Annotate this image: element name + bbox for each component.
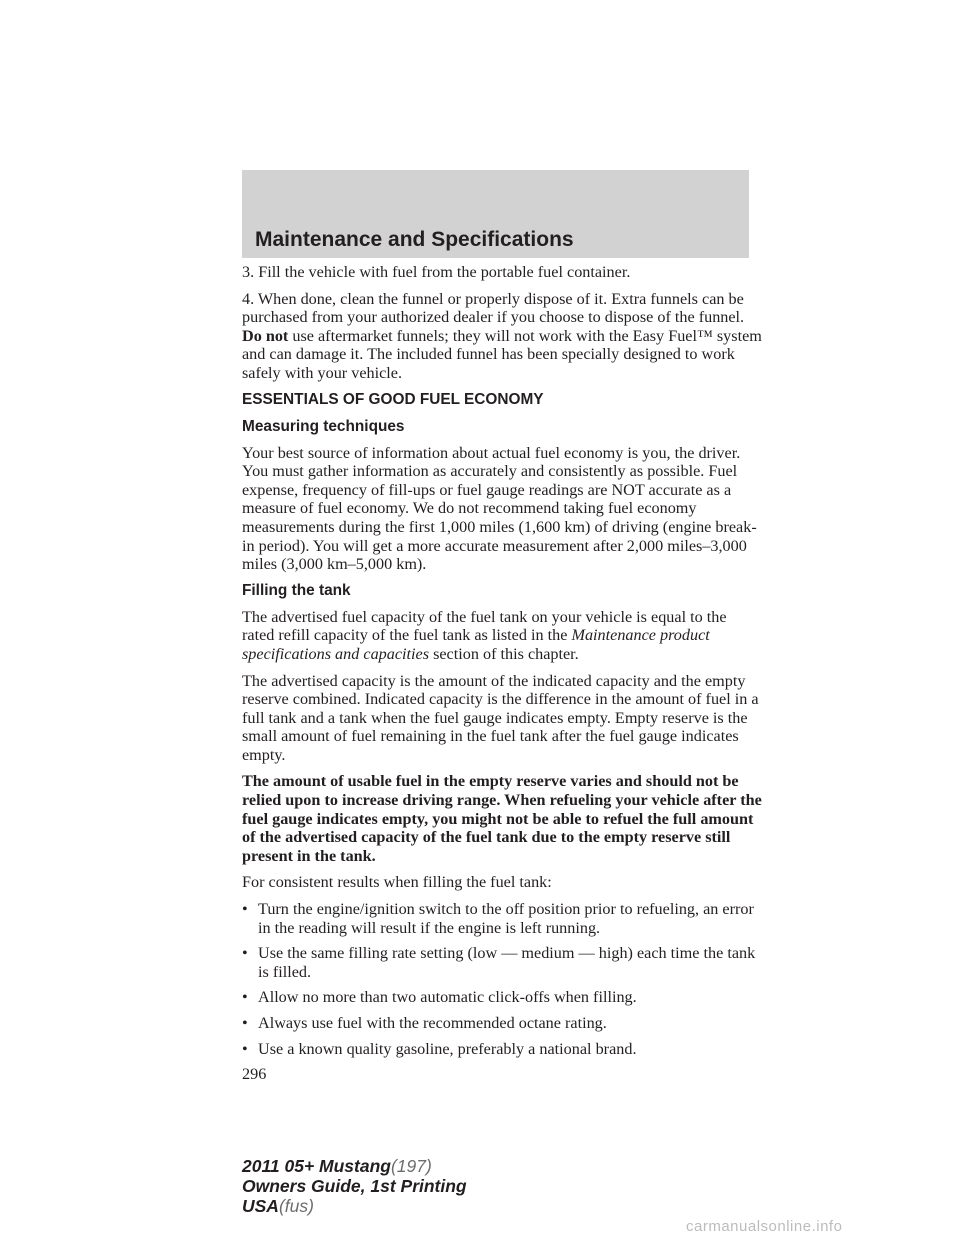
bullet-icon: • xyxy=(242,944,248,963)
step-4-paragraph xyxy=(242,290,762,383)
measuring-paragraph: Your best source of information about actual fuel economy is you, the driver. You must gather information as accurately and consistently as possible. Fuel expense, frequency of fill-ups or fuel gauge readings are NOT accurate as a measure of fuel economy. We do not recommend taking fuel economy measurements during the first 1,000 miles (1,600 km) of driving (engine break-in period). You will get a more accurate measurement after 2,000 miles–3,000 miles (3,000 km–5,000 km). xyxy=(242,443,757,574)
page-content xyxy=(242,263,762,1084)
do-not-emphasis: Do not xyxy=(242,326,289,345)
bullet-icon: • xyxy=(242,900,248,919)
maintenance-section-reference: Maintenance product specifications and capacities xyxy=(242,626,710,663)
footer-market: USA xyxy=(242,1196,279,1216)
list-item xyxy=(242,944,762,981)
bullet-icon: • xyxy=(242,1014,248,1032)
list-item-text: Use a known quality gasoline, preferably a national brand. xyxy=(258,1039,637,1058)
print-footer xyxy=(242,1156,467,1216)
bullet-icon: • xyxy=(242,988,248,1007)
footer-model-code: (197) xyxy=(390,1156,432,1176)
footer-printing: Owners Guide, 1st Printing xyxy=(242,1176,467,1196)
empty-reserve-warning: The amount of usable fuel in the empty reserve varies and should not be relied upon to increase driving range. When refueling your vehicle after the fuel gauge indicates empty, you might not be able to refuel the full amount of the advertised capacity of the fuel tank due to the empty reserve still present in the tank. xyxy=(242,772,762,865)
footer-line-1 xyxy=(242,1156,467,1176)
site-watermark: carmanualsonline.info xyxy=(686,1218,843,1235)
list-item-text: Always use fuel with the recommended octane rating. xyxy=(258,1014,607,1032)
list-item-text: Allow no more than two automatic click-offs when filling. xyxy=(258,988,637,1007)
list-item xyxy=(242,900,762,937)
consistent-results-intro: For consistent results when filling the fuel tank: xyxy=(242,873,552,892)
capacity-paragraph: The advertised capacity is the amount of the indicated capacity and the empty reserve combined. Indicated capacity is the difference in the amount of fuel in a full tank and a tank when the fuel gauge indicates empty. Empty reserve is the small amount of fuel remaining in the fuel tank after the fuel gauge indicates empty. xyxy=(242,671,759,764)
step-4-text-a: 4. When done, clean the funnel or properly dispose of it. Extra funnels can be purchased from your authorized dealer if you choose to dispose of the funnel. xyxy=(242,289,745,327)
filling-text-b: section of this chapter. xyxy=(429,644,579,663)
filling-paragraph xyxy=(242,608,762,664)
footer-line-2 xyxy=(242,1176,467,1196)
footer-model: 2011 05+ Mustang xyxy=(242,1156,391,1176)
footer-market-code: (fus) xyxy=(278,1196,314,1216)
filling-text-a: The advertised fuel capacity of the fuel tank on your vehicle is equal to the rated refill capacity of the fuel tank as listed in the xyxy=(242,607,727,645)
list-item xyxy=(242,1014,762,1033)
fuel-economy-heading: ESSENTIALS OF GOOD FUEL ECONOMY xyxy=(242,390,544,408)
step-3-paragraph: 3. Fill the vehicle with fuel from the portable fuel container. xyxy=(242,263,631,281)
measuring-techniques-heading: Measuring techniques xyxy=(242,417,405,435)
list-item-text: Turn the engine/ignition switch to the off position prior to refueling, an error in the reading will result if the engine is left running. xyxy=(258,900,754,937)
filling-tips-list xyxy=(242,900,762,1058)
page-number: 296 xyxy=(242,1065,267,1084)
list-item-text: Use the same filling rate setting (low — medium — high) each time the tank is filled. xyxy=(258,944,756,981)
step-4-text-b: use aftermarket funnels; they will not work with the Easy Fuel™ system and can damage it. The included funnel has been specially designed to work safely with your vehicle. xyxy=(242,326,762,382)
list-item xyxy=(242,988,762,1007)
section-title: Maintenance and Specifications xyxy=(255,228,574,251)
section-header-band xyxy=(242,170,749,258)
bullet-icon: • xyxy=(242,1039,248,1058)
footer-line-3 xyxy=(242,1196,467,1216)
filling-tank-heading: Filling the tank xyxy=(242,581,351,599)
list-item xyxy=(242,1040,762,1059)
